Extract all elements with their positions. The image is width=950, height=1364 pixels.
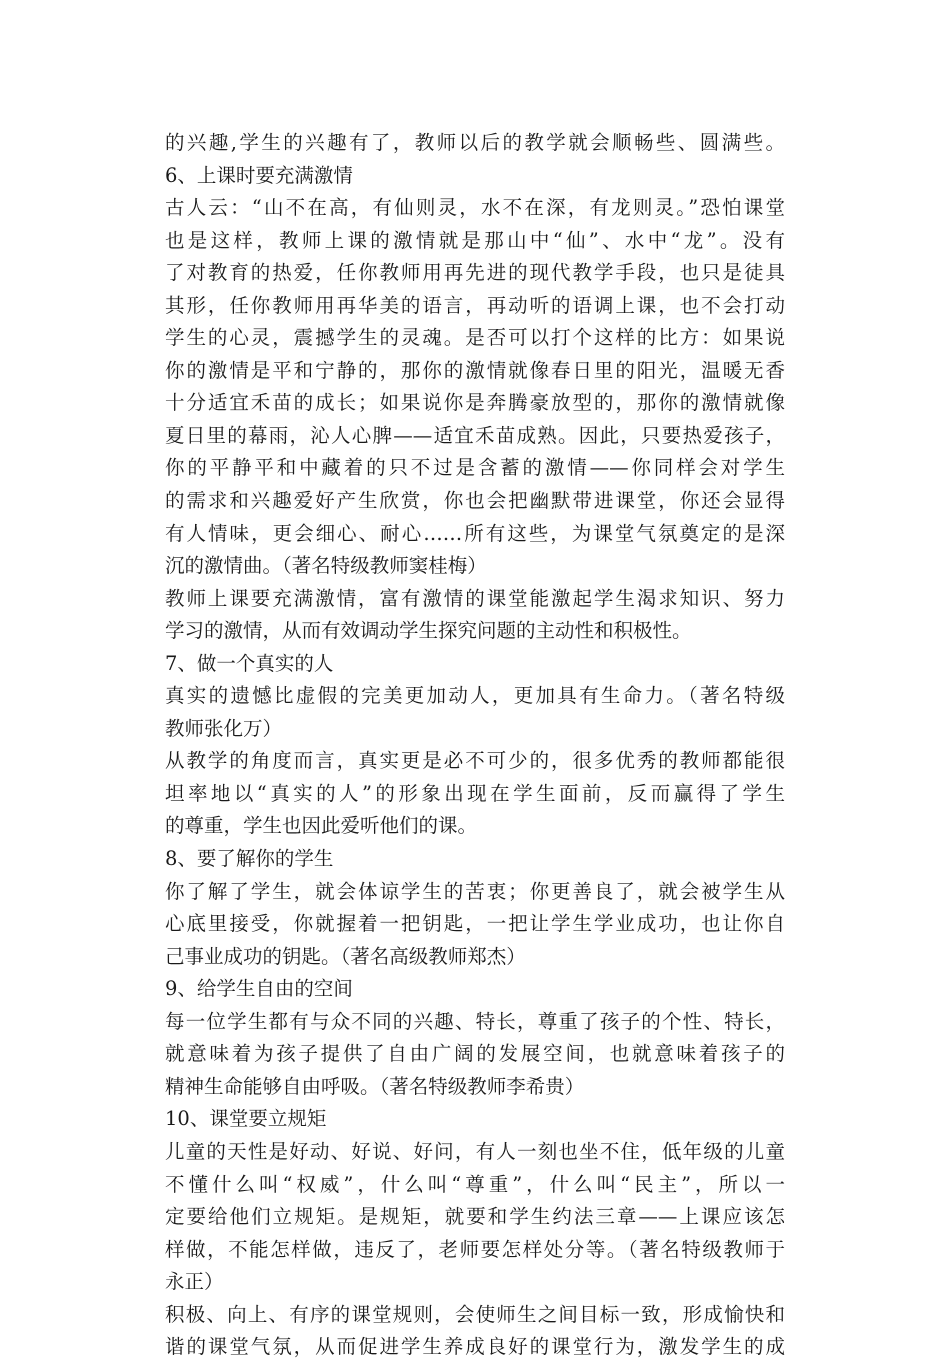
text-line: 十分适宜禾苗的成长；如果说你是奔腾豪放型的，那你的激情就像 bbox=[165, 391, 785, 415]
text-line: 你了解了学生，就会体谅学生的苦衷；你更善良了，就会被学生从 bbox=[165, 879, 785, 903]
text-line: 真实的遗憾比虚假的完美更加动人，更加具有生命力。（著名特级 bbox=[165, 684, 785, 708]
text-line: 的尊重，学生也因此爱听他们的课。 bbox=[165, 814, 478, 838]
text-line: 永正） bbox=[165, 1270, 224, 1294]
text-line: 教师张化万） bbox=[165, 716, 283, 740]
section-heading: 6、上课时要充满激情 bbox=[165, 163, 353, 187]
text-line: 学习的激情，从而有效调动学生探究问题的主动性和积极性。 bbox=[165, 619, 692, 643]
text-line: 了对教育的热爱，任你教师用再先进的现代教学手段，也只是徒具 bbox=[165, 261, 785, 285]
text-line: 的兴趣,学生的兴趣有了，教师以后的教学就会顺畅些、圆满些。 bbox=[165, 131, 785, 154]
text-line: 坦率地以“真实的人”的形象出现在学生面前，反而赢得了学生 bbox=[165, 781, 785, 805]
text-line: 积极、向上、有序的课堂规则，会使师生之间目标一致，形成愉快和 bbox=[165, 1302, 785, 1326]
text-line: 也是这样，教师上课的激情就是那山中“仙”、水中“龙”。没有 bbox=[165, 228, 785, 252]
text-line: 沉的激情曲。（著名特级教师窦桂梅） bbox=[165, 554, 487, 578]
text-line: 学生的心灵，震撼学生的灵魂。是否可以打个这样的比方：如果说 bbox=[165, 326, 785, 350]
text-line: 己事业成功的钥匙。（著名高级教师郑杰） bbox=[165, 944, 526, 968]
text-line: 心底里接受，你就握着一把钥匙，一把让学生学业成功，也让你自 bbox=[165, 912, 785, 936]
article-body bbox=[165, 127, 785, 1364]
section-heading: 7、做一个真实的人 bbox=[165, 651, 334, 675]
text-line: 儿童的天性是好动、好说、好问，有人一刻也坐不住，低年级的儿童 bbox=[165, 1139, 785, 1163]
text-line: 样做，不能怎样做，违反了，老师要怎样处分等。（著名特级教师于 bbox=[165, 1237, 785, 1261]
text-line: 有人情味，更会细心、耐心……所有这些，为课堂气氛奠定的是深 bbox=[165, 521, 785, 545]
text-line: 从教学的角度而言，真实更是必不可少的，很多优秀的教师都能很 bbox=[165, 749, 785, 773]
text-line: 就意味着为孩子提供了自由广阔的发展空间，也就意味着孩子的 bbox=[165, 1042, 785, 1066]
text-line: 夏日里的幕雨，沁人心脾——适宜禾苗成熟。因此，只要热爱孩子， bbox=[165, 423, 785, 447]
section-heading: 8、要了解你的学生 bbox=[165, 847, 334, 871]
section-heading: 9、给学生自由的空间 bbox=[165, 977, 353, 1001]
text-line: 每一位学生都有与众不同的兴趣、特长，尊重了孩子的个性、特长， bbox=[165, 1009, 785, 1033]
text-line: 你的激情是平和宁静的，那你的激情就像春日里的阳光，温暖无香 bbox=[165, 358, 785, 382]
text-line: 古人云：“山不在高，有仙则灵，水不在深，有龙则灵。”恐怕课堂 bbox=[165, 196, 785, 220]
text-line: 教师上课要充满激情，富有激情的课堂能激起学生渴求知识、努力 bbox=[165, 586, 785, 610]
text-line: 不懂什么叫“权威”，什么叫“尊重”，什么叫“民主”，所以一 bbox=[165, 1172, 785, 1196]
text-line: 你的平静平和中藏着的只不过是含蓄的激情——你同样会对学生 bbox=[165, 456, 785, 480]
text-line: 定要给他们立规矩。是规矩，就要和学生约法三章——上课应该怎 bbox=[165, 1205, 785, 1229]
text-line: 精神生命能够自由呼吸。（著名特级教师李希贵） bbox=[165, 1074, 585, 1098]
text-line: 的需求和兴趣爱好产生欣赏，你也会把幽默带进课堂，你还会显得 bbox=[165, 489, 785, 513]
text-line: 谐的课堂气氛，从而促进学生养成良好的课堂行为，激发学生的成 bbox=[165, 1335, 785, 1359]
text-line: 其形，任你教师用再华美的语言，再动听的语调上课，也不会打动 bbox=[165, 293, 785, 317]
section-heading: 10、课堂要立规矩 bbox=[165, 1107, 327, 1131]
